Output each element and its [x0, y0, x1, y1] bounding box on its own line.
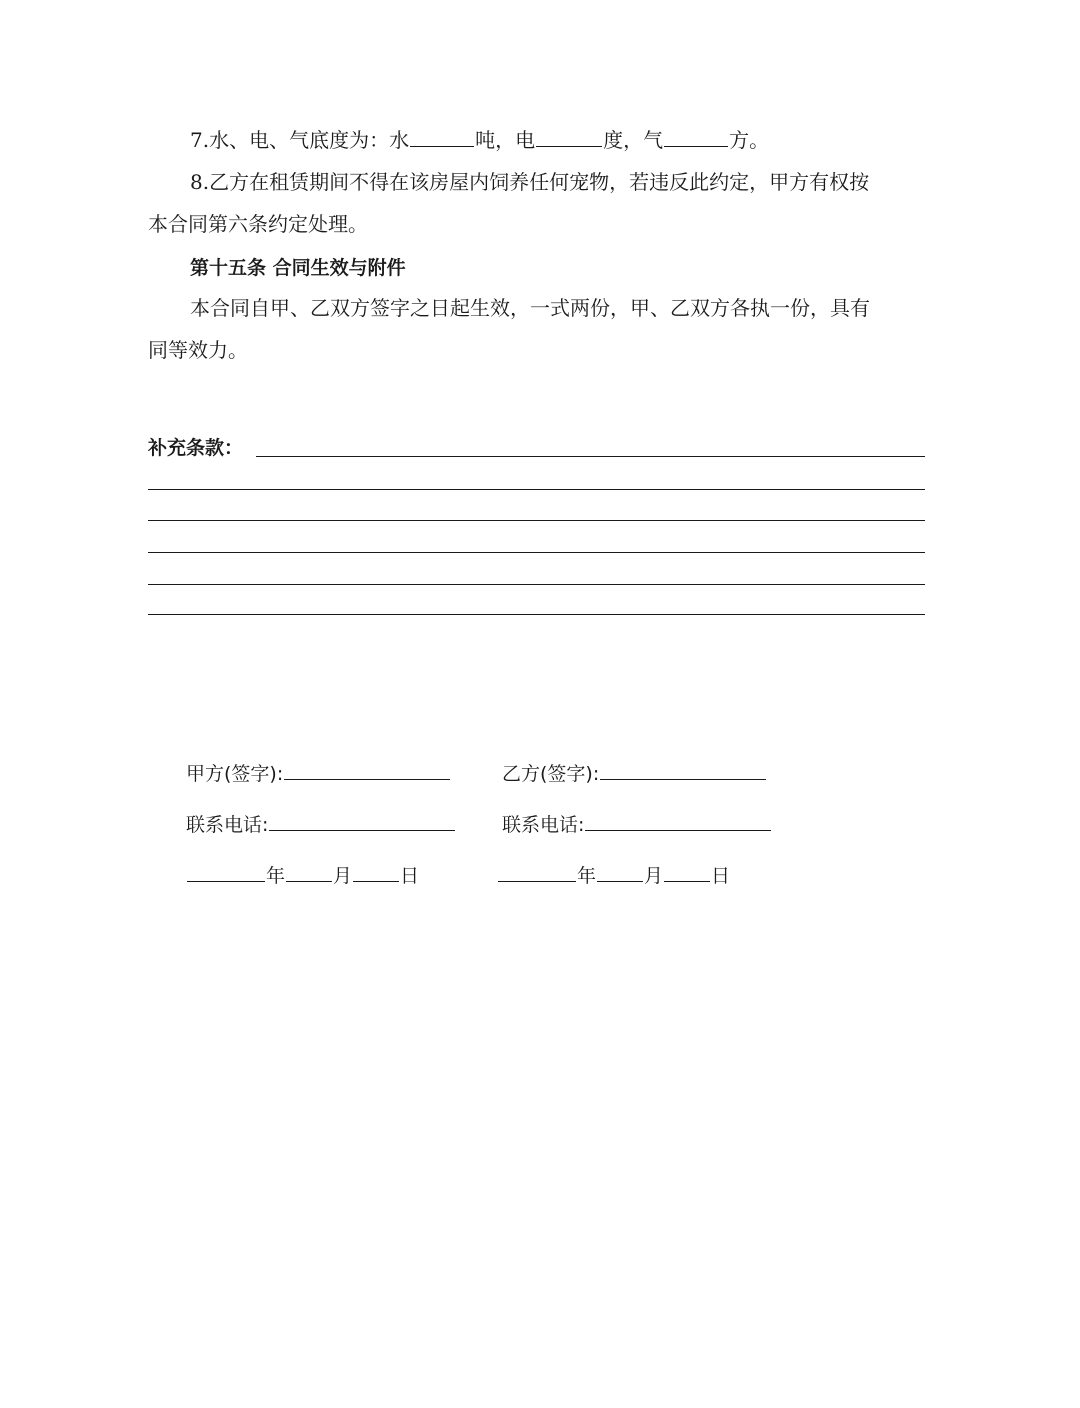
party-a-label: 甲方(签字): — [186, 763, 284, 785]
phone-b-label: 联系电话: — [502, 814, 585, 836]
phone-b-blank[interactable] — [585, 812, 771, 831]
supplement-rule-5[interactable] — [148, 584, 925, 585]
party-b-phone — [502, 811, 772, 839]
party-a-signature — [186, 760, 451, 788]
date-a-year-label: 年 — [266, 865, 286, 887]
date-a-year-blank[interactable] — [187, 863, 265, 882]
phone-a-blank[interactable] — [269, 812, 455, 831]
date-a-day-label: 日 — [400, 865, 420, 887]
date-b-year-blank[interactable] — [498, 863, 576, 882]
item7-unit-water: 吨，电 — [475, 128, 536, 152]
supplement-label: 补充条款： — [148, 437, 244, 459]
item7-unit-elec: 度，气 — [603, 128, 664, 152]
date-b-month-label: 月 — [644, 865, 664, 887]
party-a-date — [186, 862, 419, 890]
date-a-day-blank[interactable] — [353, 863, 399, 882]
party-b-label: 乙方(签字): — [502, 763, 600, 785]
party-a-signature-blank[interactable] — [284, 761, 450, 780]
date-a-month-blank[interactable] — [286, 863, 332, 882]
date-b-day-blank[interactable] — [664, 863, 710, 882]
clause-item-7 — [190, 126, 928, 154]
date-b-month-blank[interactable] — [597, 863, 643, 882]
date-b-year-label: 年 — [577, 865, 597, 887]
party-a-phone — [186, 811, 456, 839]
article-15-line2: 同等效力。 — [148, 338, 248, 362]
item7-unit-gas: 方。 — [729, 128, 770, 152]
supplement-rule-3[interactable] — [148, 520, 925, 521]
date-a-month-label: 月 — [333, 865, 353, 887]
item7-prefix: 7.水、电、气底度为：水 — [190, 128, 410, 152]
party-b-signature — [502, 760, 767, 788]
party-b-signature-blank[interactable] — [600, 761, 766, 780]
electricity-blank[interactable] — [536, 126, 602, 147]
supplement-rule-6[interactable] — [148, 614, 925, 615]
clause-item-8-line2: 本合同第六条约定处理。 — [148, 212, 368, 236]
water-blank[interactable] — [410, 126, 474, 147]
clause-item-8-line1: 8.乙方在租赁期间不得在该房屋内饲养任何宠物，若违反此约定，甲方有权按 — [190, 170, 870, 194]
phone-a-label: 联系电话: — [186, 814, 269, 836]
supplement-rule-4[interactable] — [148, 552, 925, 553]
article-15-title: 第十五条 合同生效与附件 — [190, 257, 406, 279]
party-b-date — [497, 862, 730, 890]
gas-blank[interactable] — [664, 126, 728, 147]
supplement-rule-2[interactable] — [148, 489, 925, 490]
article-15-line1: 本合同自甲、乙双方签字之日起生效，一式两份，甲、乙双方各执一份，具有 — [190, 296, 870, 320]
date-b-day-label: 日 — [711, 865, 731, 887]
supplement-rule-1[interactable] — [256, 456, 925, 457]
